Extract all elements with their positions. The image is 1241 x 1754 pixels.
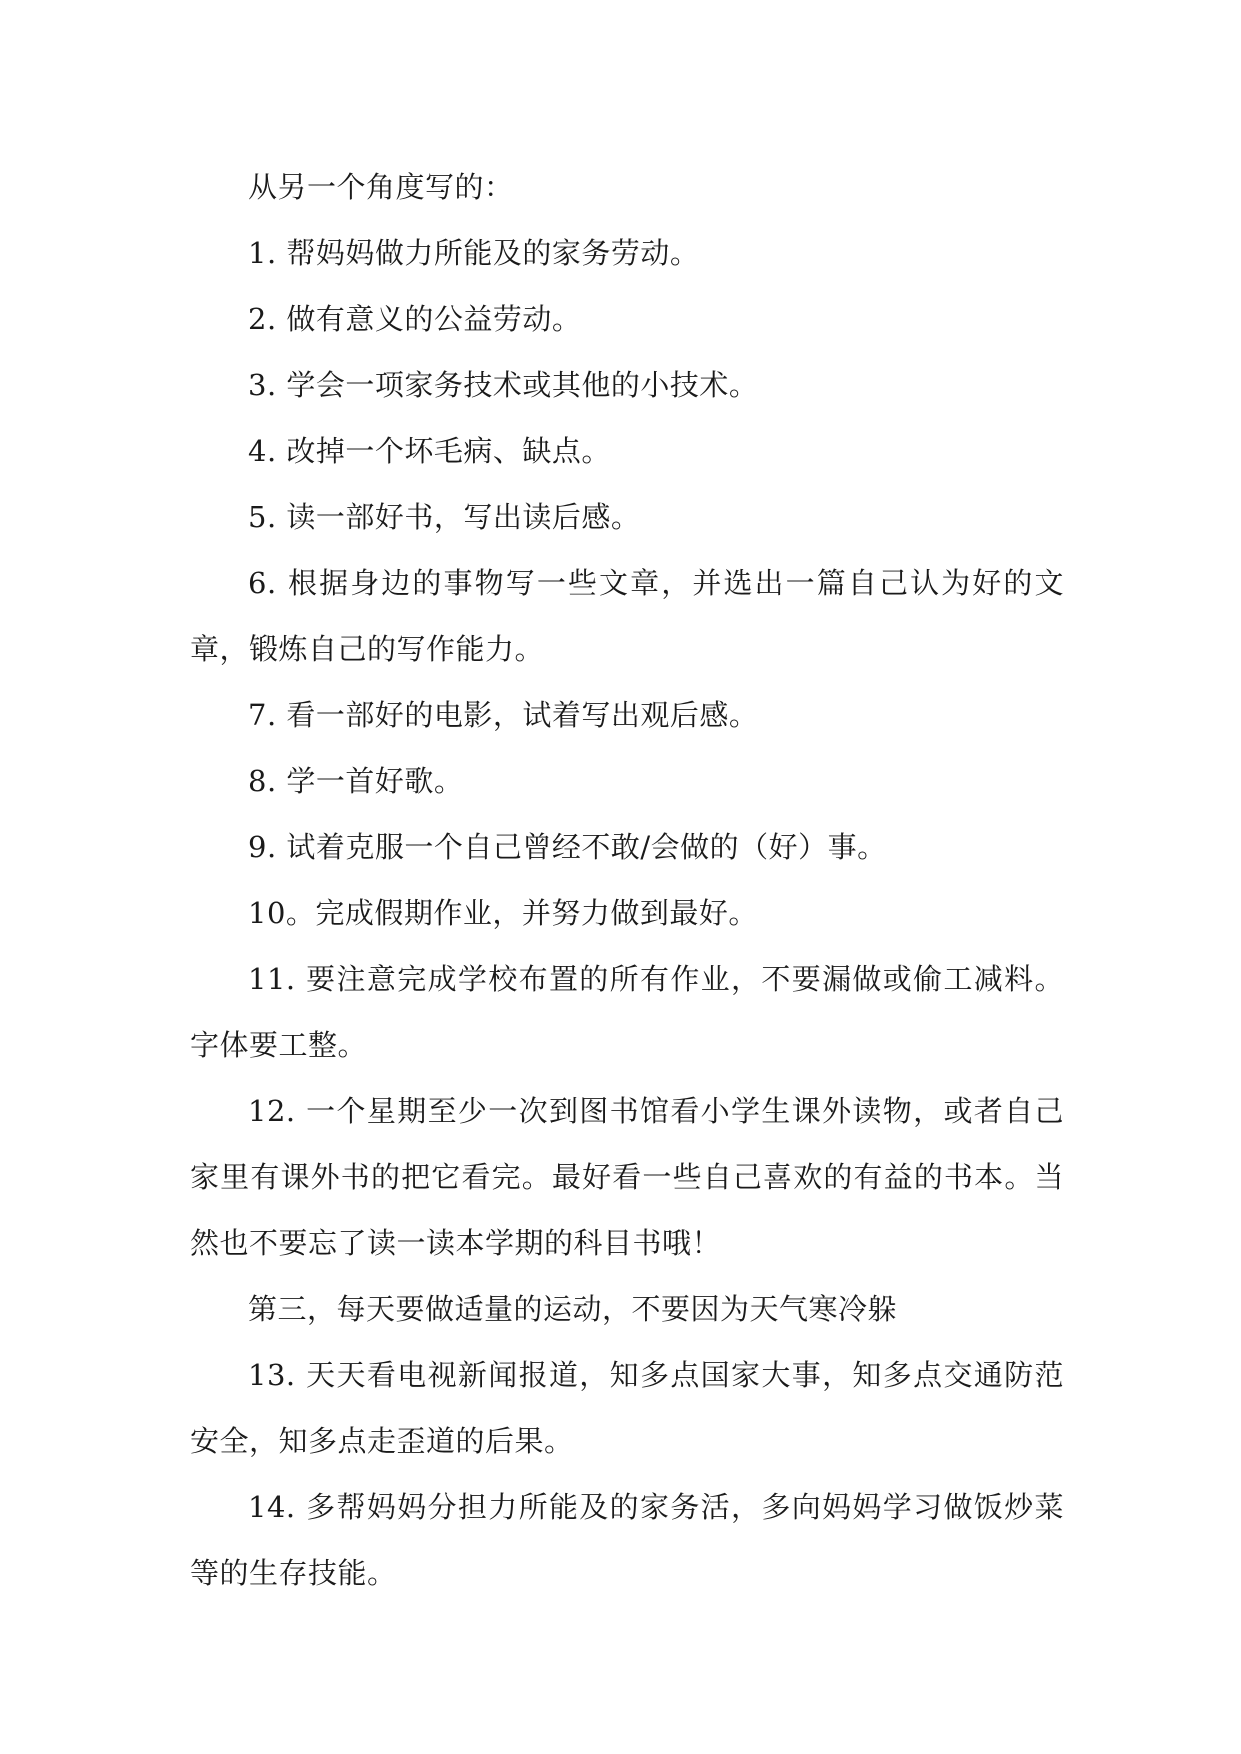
section-heading-third: 第三，每天要做适量的运动，不要因为天气寒冷躲 xyxy=(248,1292,898,1326)
document-body xyxy=(190,154,1064,1606)
paragraph-intro: 从另一个角度写的： xyxy=(248,170,514,204)
list-item-10: 10。完成假期作业，并努力做到最好。 xyxy=(248,896,758,930)
list-item-3: 3. 学会一项家务技术或其他的小技术。 xyxy=(248,368,759,402)
list-item-7: 7. 看一部好的电影，试着写出观后感。 xyxy=(248,698,759,732)
list-item-8: 8. 学一首好歌。 xyxy=(248,764,464,798)
list-item-1: 1. 帮妈妈做力所能及的家务劳动。 xyxy=(248,236,700,270)
list-item-11: 11. 要注意完成学校布置的所有作业，不要漏做或偷工减料。字体要工整。 xyxy=(190,962,1064,1062)
list-item-14: 14. 多帮妈妈分担力所能及的家务活，多向妈妈学习做饭炒菜等的生存技能。 xyxy=(190,1490,1064,1590)
list-item-6: 6. 根据身边的事物写一些文章，并选出一篇自己认为好的文章，锻炼自己的写作能力。 xyxy=(190,566,1064,666)
list-item-4: 4. 改掉一个坏毛病、缺点。 xyxy=(248,434,611,468)
list-item-5: 5. 读一部好书，写出读后感。 xyxy=(248,500,641,534)
list-item-12: 12. 一个星期至少一次到图书馆看小学生课外读物，或者自己家里有课外书的把它看完。最好看一些自己喜欢的有益的书本。当然也不要忘了读一读本学期的科目书哦！ xyxy=(190,1094,1064,1260)
list-item-2: 2. 做有意义的公益劳动。 xyxy=(248,302,582,336)
list-item-13: 13. 天天看电视新闻报道，知多点国家大事，知多点交通防范安全，知多点走歪道的后果。 xyxy=(190,1358,1064,1458)
list-item-9: 9. 试着克服一个自己曾经不敢/会做的（好）事。 xyxy=(248,830,887,864)
